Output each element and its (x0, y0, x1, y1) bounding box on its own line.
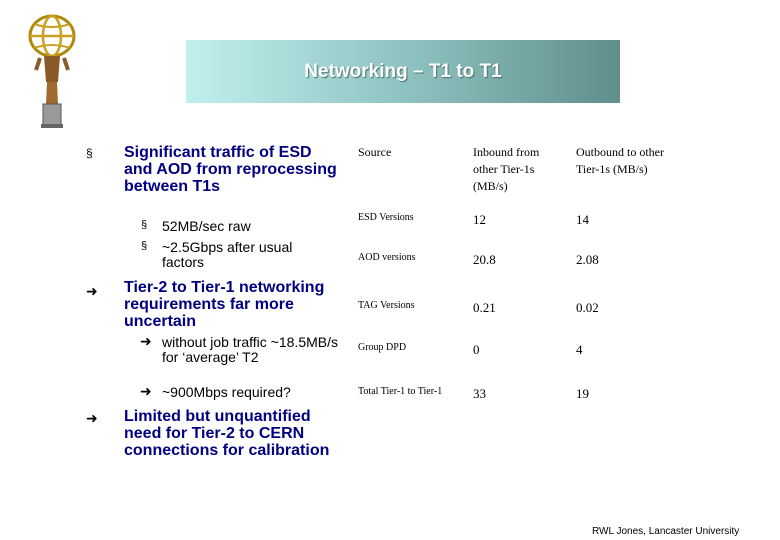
slide-title: Networking – T1 to T1 (304, 60, 502, 82)
table-row (350, 380, 675, 422)
bullet-text: Tier-2 to Tier-1 networking requirements far more uncertain (124, 279, 325, 330)
table-cell: 0.02 (576, 300, 599, 315)
sub-bullet-text: ~2.5Gbps after usual factors (162, 239, 293, 270)
table-header-row (350, 138, 675, 206)
sub-bullet-text: without job traffic ~18.5MB/s for ‘average’ T2 (162, 334, 338, 365)
arrow-bullet-icon: ➜ (86, 284, 98, 300)
table-cell: 19 (576, 386, 589, 401)
table-cell: ESD Versions (358, 212, 414, 223)
traffic-table (350, 138, 675, 422)
table-cell: 12 (473, 212, 486, 227)
footer-credit: RWL Jones, Lancaster University (592, 526, 740, 537)
bullet-marker: § (86, 146, 93, 160)
table-row (350, 294, 675, 336)
sub-bullet-text: 52MB/sec raw (162, 218, 251, 234)
sub-bullet-marker: § (141, 240, 148, 252)
table-cell: 14 (576, 212, 589, 227)
arrow-bullet-icon: ➜ (140, 384, 152, 400)
bullet-text: Significant traffic of ESD and AOD from reprocessing between T1s (124, 144, 337, 195)
arrow-bullet-icon: ➜ (140, 334, 152, 350)
table-cell: 0.21 (473, 300, 496, 315)
table-row (350, 206, 675, 246)
table-cell: 2.08 (576, 252, 599, 267)
arrow-bullet-icon: ➜ (86, 411, 98, 427)
table-header-cell: Outbound to other Tier-1s (MB/s) (576, 145, 664, 176)
table-cell: 4 (576, 342, 583, 357)
table-cell: Total Tier-1 to Tier-1 (358, 386, 443, 397)
title-banner (186, 40, 620, 103)
bullet-text: Limited but unquantified need for Tier-2 to CERN connections for calibration (124, 408, 330, 459)
table-row (350, 246, 675, 294)
table-cell: Group DPD (358, 342, 407, 353)
table-row (350, 336, 675, 380)
table-cell: 0 (473, 342, 480, 357)
table-cell: AOD versions (358, 252, 416, 263)
atlas-globe-icon (22, 12, 82, 130)
table-cell: 33 (473, 386, 486, 401)
table-header-cell: Inbound from other Tier-1s (MB/s) (473, 145, 540, 193)
table-header-cell: Source (358, 145, 392, 159)
sub-bullet-text: ~900Mbps required? (162, 384, 291, 400)
sub-bullet-marker: § (141, 219, 148, 231)
table-cell: TAG Versions (358, 300, 415, 311)
table-cell: 20.8 (473, 252, 496, 267)
